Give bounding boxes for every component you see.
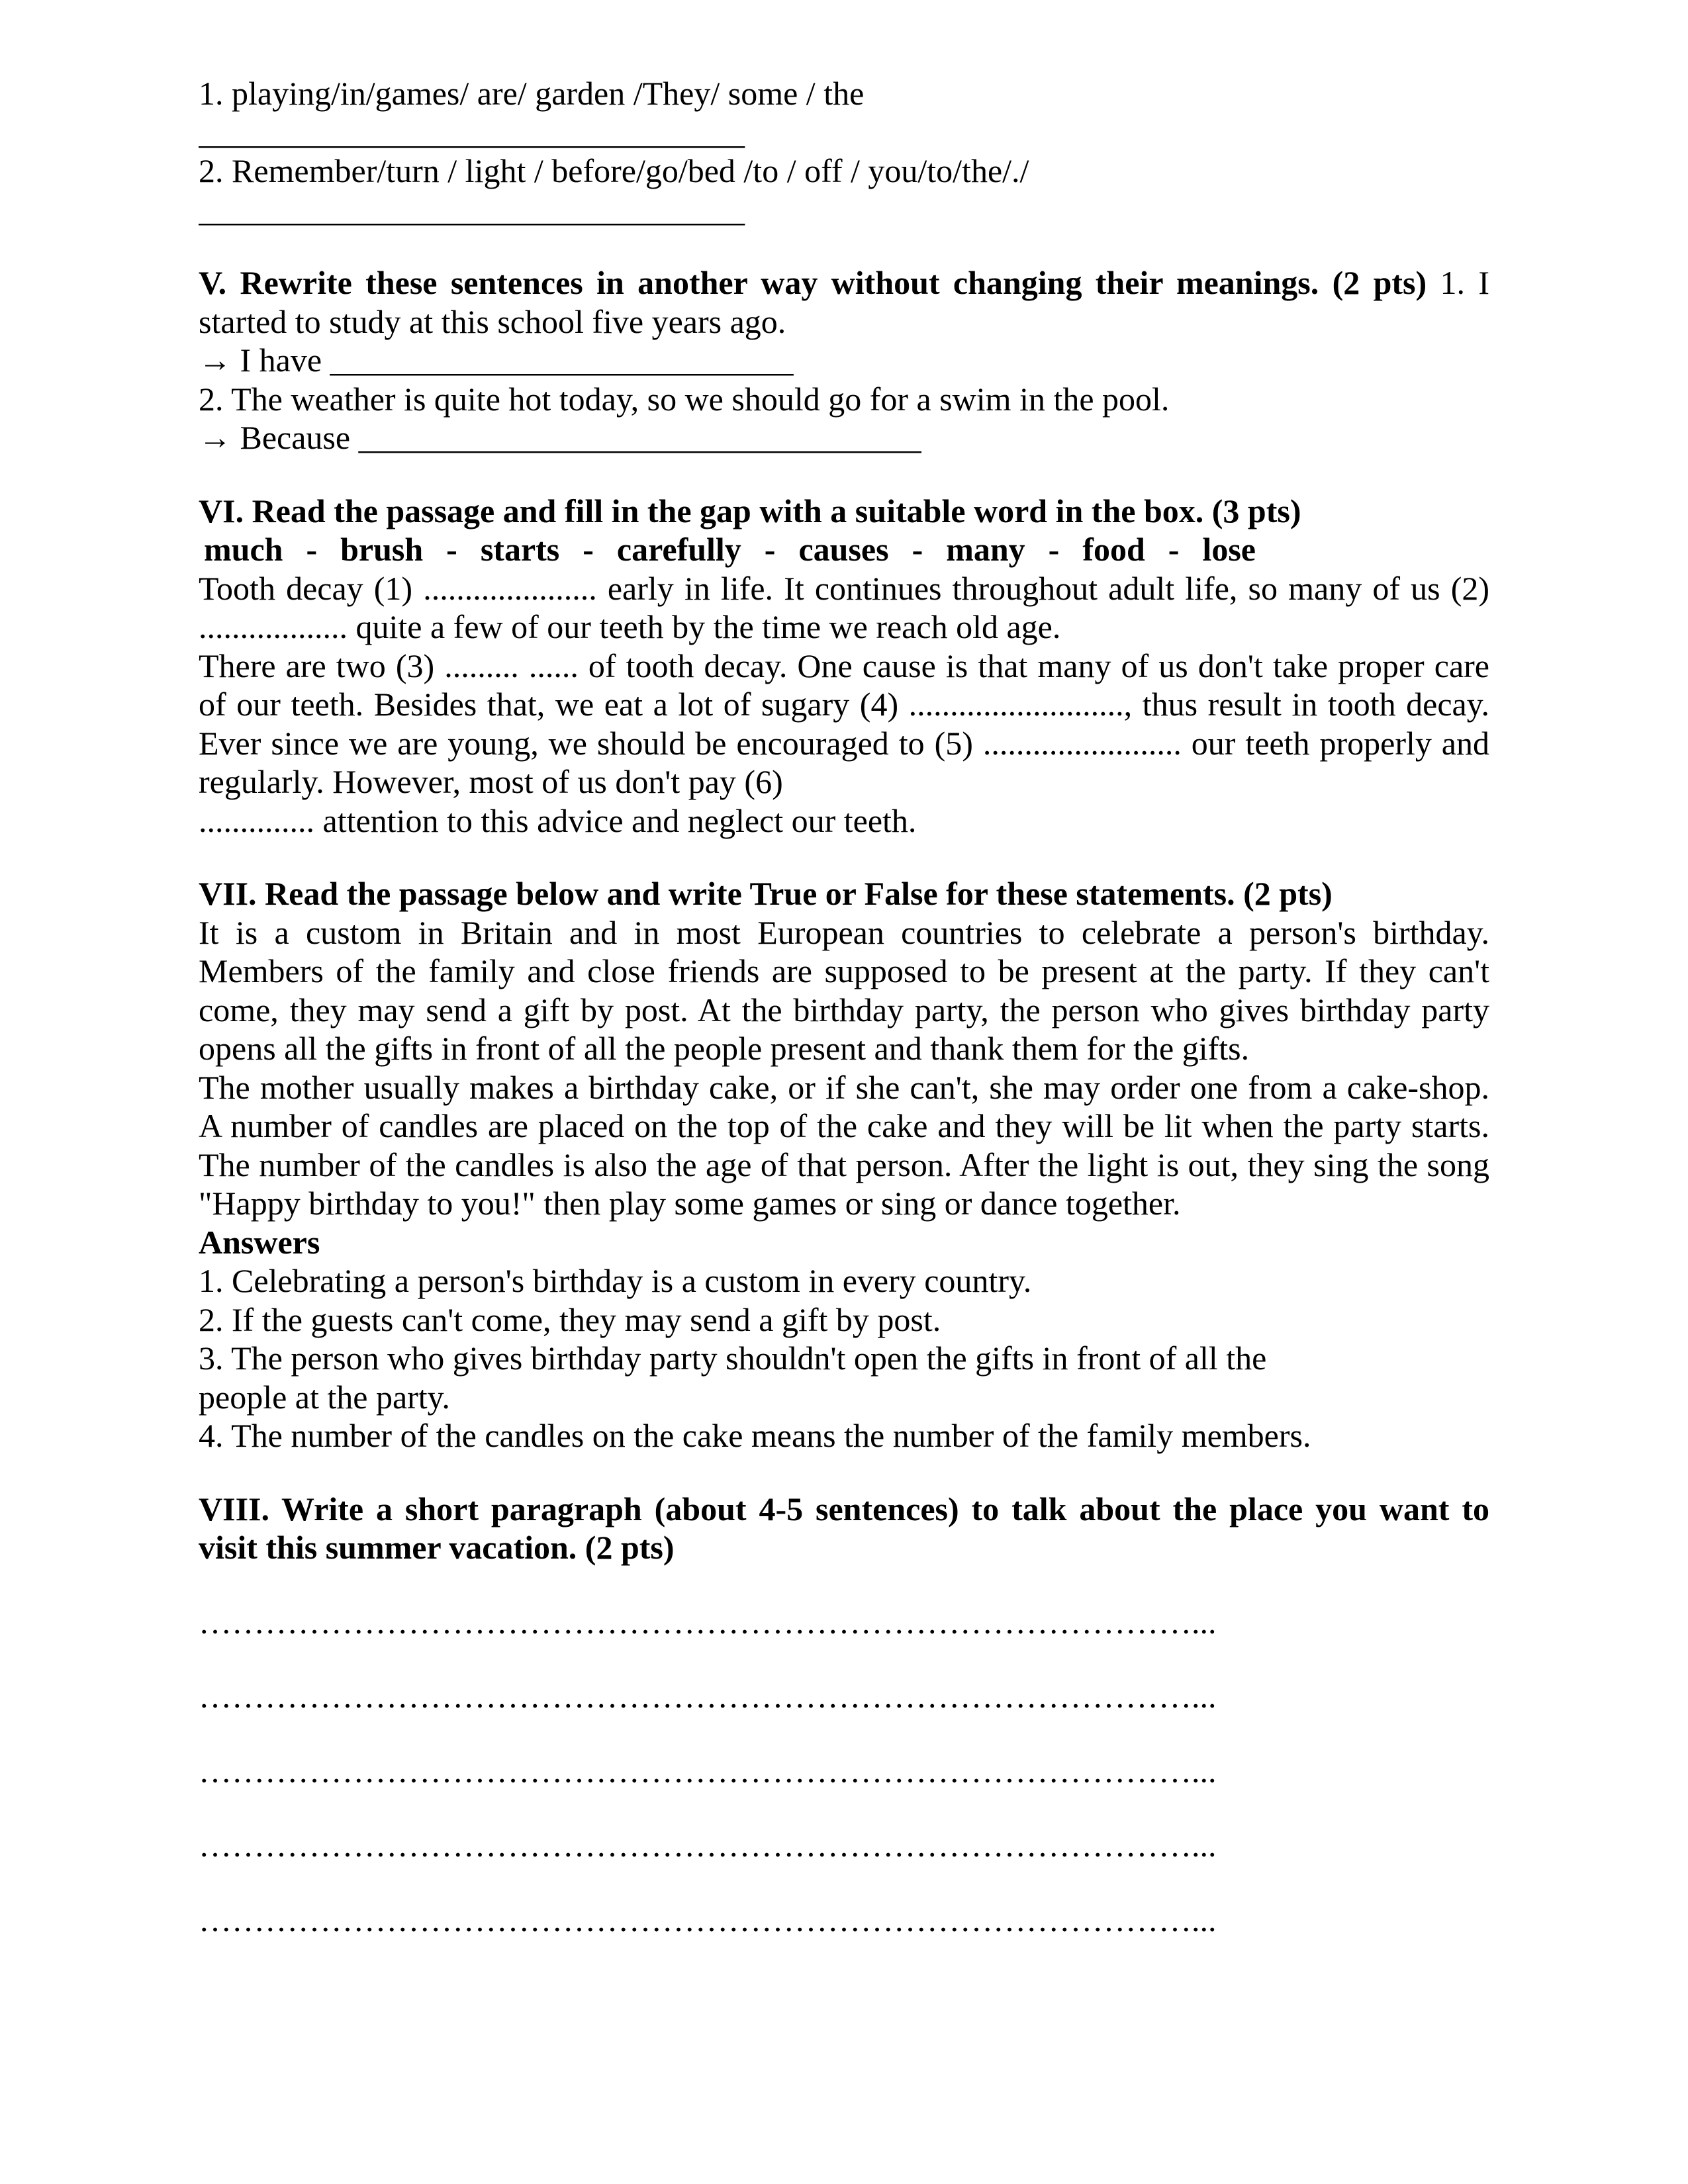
section-v-heading	[199, 263, 1489, 341]
section-vii-passage-paragraph-2: The mother usually makes a birthday cake, or if she can't, she may order one from a cake-shop. A number of candles are placed on the top of the cake and they will be lit when the party starts. The number of the candles is also the age of that person. After the light is out, they sing the song "Happy birthday to you!" then play some games or sing or dance together.	[199, 1068, 1489, 1222]
section-vii-statement-1: 1. Celebrating a person's birthday is a custom in every country.	[199, 1262, 1032, 1299]
answer-blank-line-2: _________________________________	[199, 191, 745, 228]
writing-line: ………………………………………………………………………………...	[199, 1827, 1217, 1864]
section-vii-true-false	[199, 874, 1489, 1455]
writing-line: ………………………………………………………………………………...	[199, 1678, 1217, 1715]
section-vii-heading: VII. Read the passage below and write True or False for these statements. (2 pts)	[199, 875, 1333, 912]
section-vi-gap-fill	[199, 492, 1489, 841]
section-viii-heading: VIII. Write a short paragraph (about 4-5 sentences) to talk about the place you want to visit this summer vacation. (2 pts)	[199, 1490, 1489, 1566]
writing-line: ………………………………………………………………………………...	[199, 1603, 1217, 1641]
section-vii-statement-4: 4. The number of the candles on the cake means the number of the family members.	[199, 1417, 1311, 1454]
section-vi-word-box: much - brush - starts - carefully - causes - many - food - lose	[204, 531, 1256, 568]
section-vi-paragraph-1: Tooth decay (1) ..................... early in life. It continues throughout adult life, so many of us (2) .................. quite a few of our teeth by the time we reach old age.	[199, 569, 1489, 645]
section-vi-paragraph-2: There are two (3) ......... ...... of tooth decay. One cause is that many of us don't take proper care of our teeth. Besides that, we eat a lot of sugary (4) .........................., thus result in tooth decay. Ever since we are young, we should be encouraged to (5) ........................ our teeth properly and regularly. However, most of us don't pay (6)	[199, 647, 1489, 800]
section-v-heading-tail: 1. I started to study at this school five years ago.	[199, 264, 1489, 340]
writing-line: ………………………………………………………………………………...	[199, 1901, 1217, 1938]
section-viii-writing	[199, 1490, 1489, 1940]
writing-line: ………………………………………………………………………………...	[199, 1752, 1217, 1790]
section-vii-statement-3-continued: people at the party.	[199, 1378, 450, 1416]
section-vii-answers-label: Answers	[199, 1223, 320, 1261]
section-vi-paragraph-3: .............. attention to this advice and neglect our teeth.	[199, 801, 917, 839]
answer-blank-line-1: _________________________________	[199, 113, 745, 151]
jumbled-sentences-section	[199, 74, 1489, 229]
section-v-heading-bold: V. Rewrite these sentences in another way without changing their meanings. (2 pts)	[199, 264, 1427, 301]
jumbled-item-2: 2. Remember/turn / light / before/go/bed /to / off / you/to/the/./	[199, 152, 1029, 189]
writing-answer-area	[199, 1603, 1489, 1940]
section-v-rewrite	[199, 263, 1489, 457]
section-vii-statement-2: 2. If the guests can't come, they may send a gift by post.	[199, 1300, 941, 1338]
section-vii-statement-3: 3. The person who gives birthday party shouldn't open the gifts in front of all the	[199, 1340, 1267, 1377]
section-vii-passage-paragraph-1: It is a custom in Britain and in most European countries to celebrate a person's birthday. Members of the family and close friends are supposed to be present at the party. If they can't come, they may send a gift by post. At the birthday party, the person who gives birthday party opens all the gifts in front of all the people present and thank them for the gifts.	[199, 913, 1489, 1067]
section-v-answer-2: → Because __________________________________	[199, 419, 921, 456]
jumbled-item-1: 1. playing/in/games/ are/ garden /They/ some / the	[199, 75, 865, 112]
section-vi-heading: VI. Read the passage and fill in the gap with a suitable word in the box. (3 pts)	[199, 492, 1301, 529]
section-v-answer-1: → I have ____________________________	[199, 341, 794, 379]
section-v-item-2: 2. The weather is quite hot today, so we should go for a swim in the pool.	[199, 380, 1170, 418]
